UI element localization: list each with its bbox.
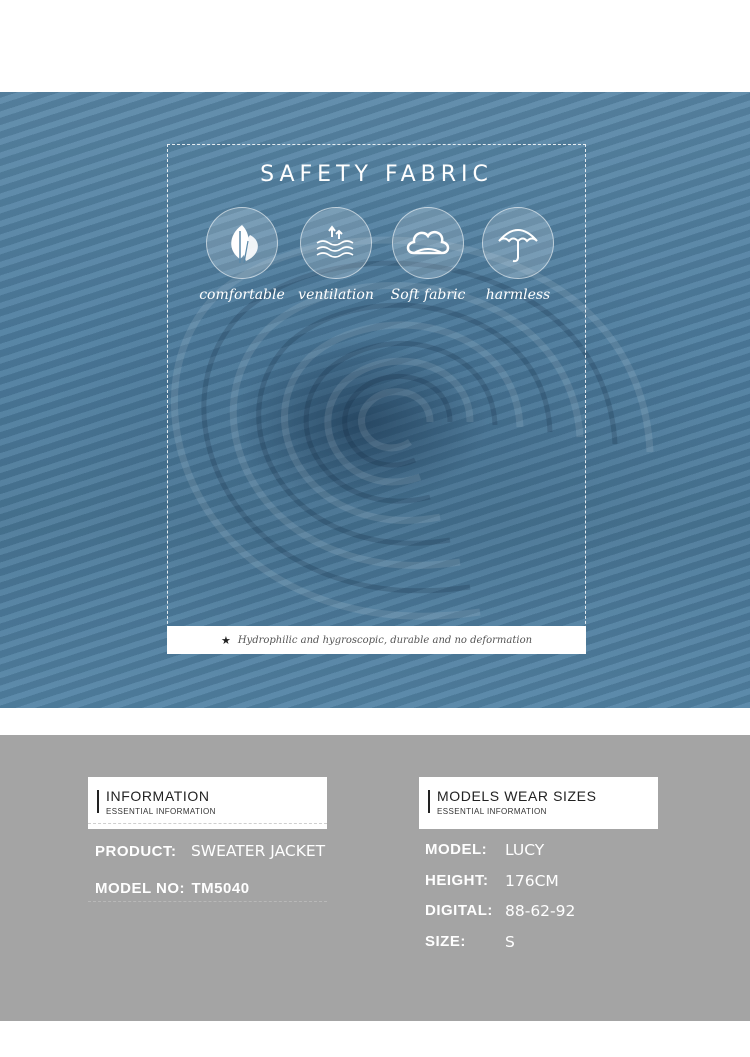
feature-harmless — [472, 207, 564, 303]
airflow-icon — [300, 207, 372, 279]
cloud-icon — [392, 207, 464, 279]
divider — [88, 901, 327, 902]
info-section — [0, 735, 750, 1021]
umbrella-icon — [482, 207, 554, 279]
caption-bar — [167, 626, 586, 654]
product-key: PRODUCT: — [95, 843, 177, 860]
card-subtitle: ESSENTIAL INFORMATION — [106, 807, 216, 816]
model-value: LUCY — [505, 841, 545, 859]
feature-ventilation — [290, 207, 382, 303]
fabric-photo-section — [0, 92, 750, 708]
fabric-title: SAFETY FABRIC — [260, 162, 493, 187]
model-no-row — [95, 880, 250, 898]
product-value: SWEATER JACKET — [190, 842, 326, 860]
size-key: SIZE: — [425, 933, 466, 950]
height-key: HEIGHT: — [425, 872, 489, 889]
size-value: S — [505, 933, 515, 951]
digital-key: DIGITAL: — [425, 902, 493, 919]
height-value: 176CM — [505, 872, 559, 890]
feature-comfortable — [196, 207, 288, 303]
divider — [88, 823, 327, 824]
feature-label: harmless — [485, 287, 551, 303]
card-title: MODELS WEAR SIZES — [437, 788, 597, 804]
star-icon: ★ — [220, 633, 231, 647]
feature-list — [196, 207, 561, 307]
accent-bar — [428, 790, 430, 813]
card-subtitle: ESSENTIAL INFORMATION — [437, 807, 547, 816]
leaf-icon — [206, 207, 278, 279]
caption-text: Hydrophilic and hygroscopic, durable and no deformation — [237, 634, 533, 646]
model-no-value: TM5040 — [191, 880, 250, 897]
accent-bar — [97, 790, 99, 813]
feature-label: ventilation — [298, 287, 374, 303]
card-title: INFORMATION — [106, 788, 210, 804]
feature-label: comfortable — [199, 287, 285, 303]
product-row — [95, 842, 325, 861]
model-key: MODEL: — [425, 841, 488, 858]
digital-value: 88-62-92 — [505, 902, 576, 920]
model-no-key: MODEL NO: — [95, 880, 186, 897]
feature-label: Soft fabric — [390, 287, 466, 303]
models-wear-sizes-card — [419, 777, 658, 829]
feature-soft-fabric — [382, 207, 474, 303]
information-card — [88, 777, 327, 829]
